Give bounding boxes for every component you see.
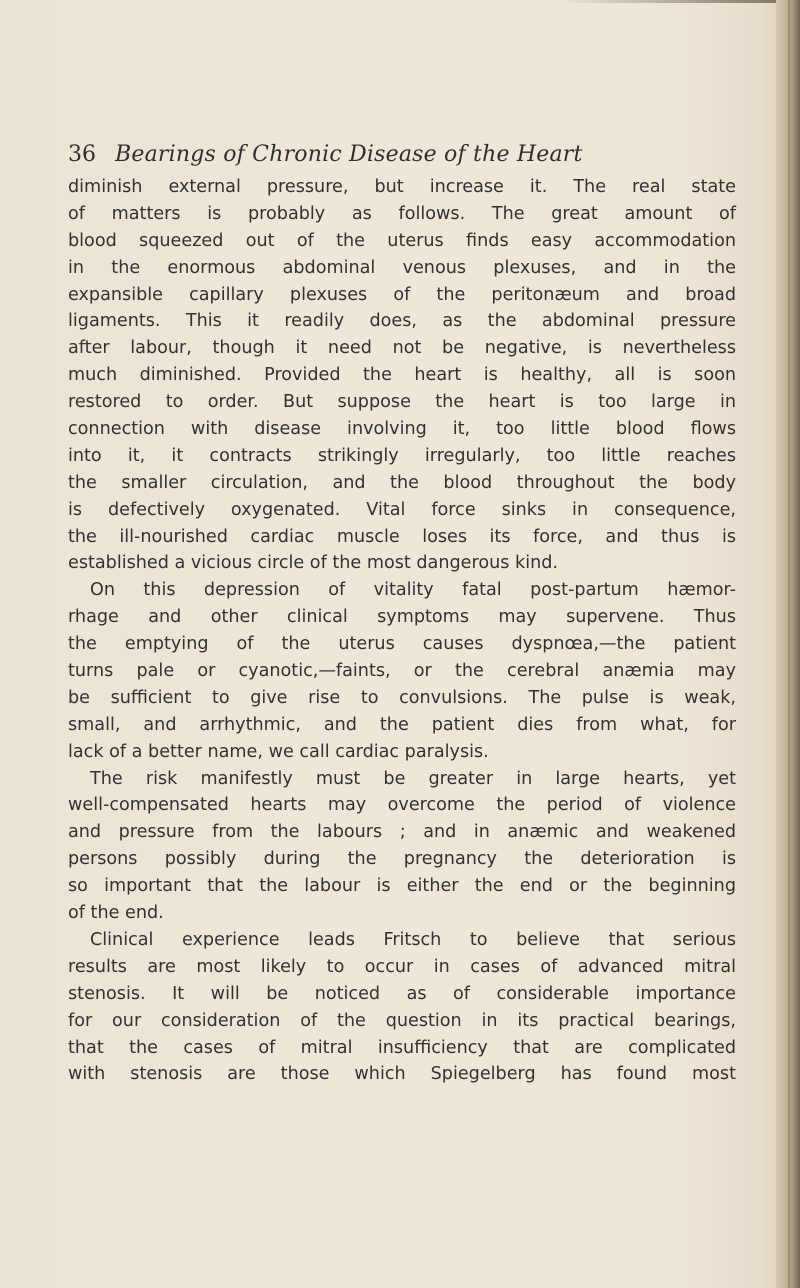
text-line: restored to order. But suppose the heart is too large in — [68, 392, 736, 413]
text-line: with stenosis are those which Spiegelberg has found most — [68, 1064, 736, 1085]
text-line: lack of a better name, we call cardiac paralysis. — [68, 741, 489, 762]
text-line: after labour, though it need not be negative, is nevertheless — [68, 338, 736, 359]
text-line: On this depression of vitality fatal post-partum hæmor- — [90, 580, 736, 601]
text-line: for our consideration of the question in its practical bearings, — [68, 1010, 736, 1031]
text-line: in the enormous abdominal venous plexuses, and in the — [68, 257, 736, 278]
text-line: small, and arrhythmic, and the patient dies from what, for — [68, 714, 736, 735]
text-line: the smaller circulation, and the blood throughout the body — [68, 472, 736, 493]
page-edge-line — [788, 0, 790, 1288]
text-line: persons possibly during the pregnancy the deterioration is — [68, 849, 736, 870]
page-top-edge — [560, 0, 800, 3]
text-line: and pressure from the labours ; and in anæmic and weakened — [68, 822, 736, 843]
running-title: Bearings of Chronic Disease of the Heart — [115, 142, 583, 167]
text-line: rhage and other clinical symptoms may supervene. Thus — [68, 607, 736, 628]
text-line: stenosis. It will be noticed as of considerable importance — [68, 983, 736, 1004]
text-line: diminish external pressure, but increase it. The real state — [68, 177, 736, 197]
text-line: established a vicious circle of the most dangerous kind. — [68, 553, 558, 574]
text-line: of the end. — [68, 903, 164, 924]
text-line: Clinical experience leads Fritsch to believe that serious — [90, 929, 736, 950]
running-header — [68, 142, 583, 167]
text-line: the ill-nourished cardiac muscle loses its force, and thus is — [68, 526, 736, 547]
text-line: The risk manifestly must be greater in large hearts, yet — [90, 768, 736, 789]
text-line: so important that the labour is either the end or the beginning — [68, 876, 736, 897]
text-line: be sufficient to give rise to convulsions. The pulse is weak, — [68, 687, 736, 708]
text-line: connection with disease involving it, too little blood flows — [68, 419, 736, 440]
text-line: the emptying of the uterus causes dyspnœa,—the patient — [68, 634, 736, 655]
text-line: is defectively oxygenated. Vital force sinks in consequence, — [68, 499, 736, 520]
text-line: of matters is probably as follows. The great amount of — [68, 203, 736, 224]
text-line: results are most likely to occur in cases of advanced mitral — [68, 956, 736, 977]
text-line: well-compensated hearts may overcome the period of violence — [68, 795, 736, 816]
text-line: expansible capillary plexuses of the peritonæum and broad — [68, 284, 736, 305]
body-text — [68, 174, 736, 1088]
page-number: 36 — [68, 142, 96, 167]
text-line: much diminished. Provided the heart is healthy, all is soon — [68, 365, 736, 386]
text-line: blood squeezed out of the uterus finds easy accommodation — [68, 230, 736, 251]
text-line: turns pale or cyanotic,—faints, or the cerebral anæmia may — [68, 661, 736, 682]
text-line: that the cases of mitral insufficiency that are complicated — [68, 1037, 736, 1058]
text-line: into it, it contracts strikingly irregularly, too little reaches — [68, 445, 736, 466]
text-line: ligaments. This it readily does, as the abdominal pressure — [68, 311, 736, 332]
